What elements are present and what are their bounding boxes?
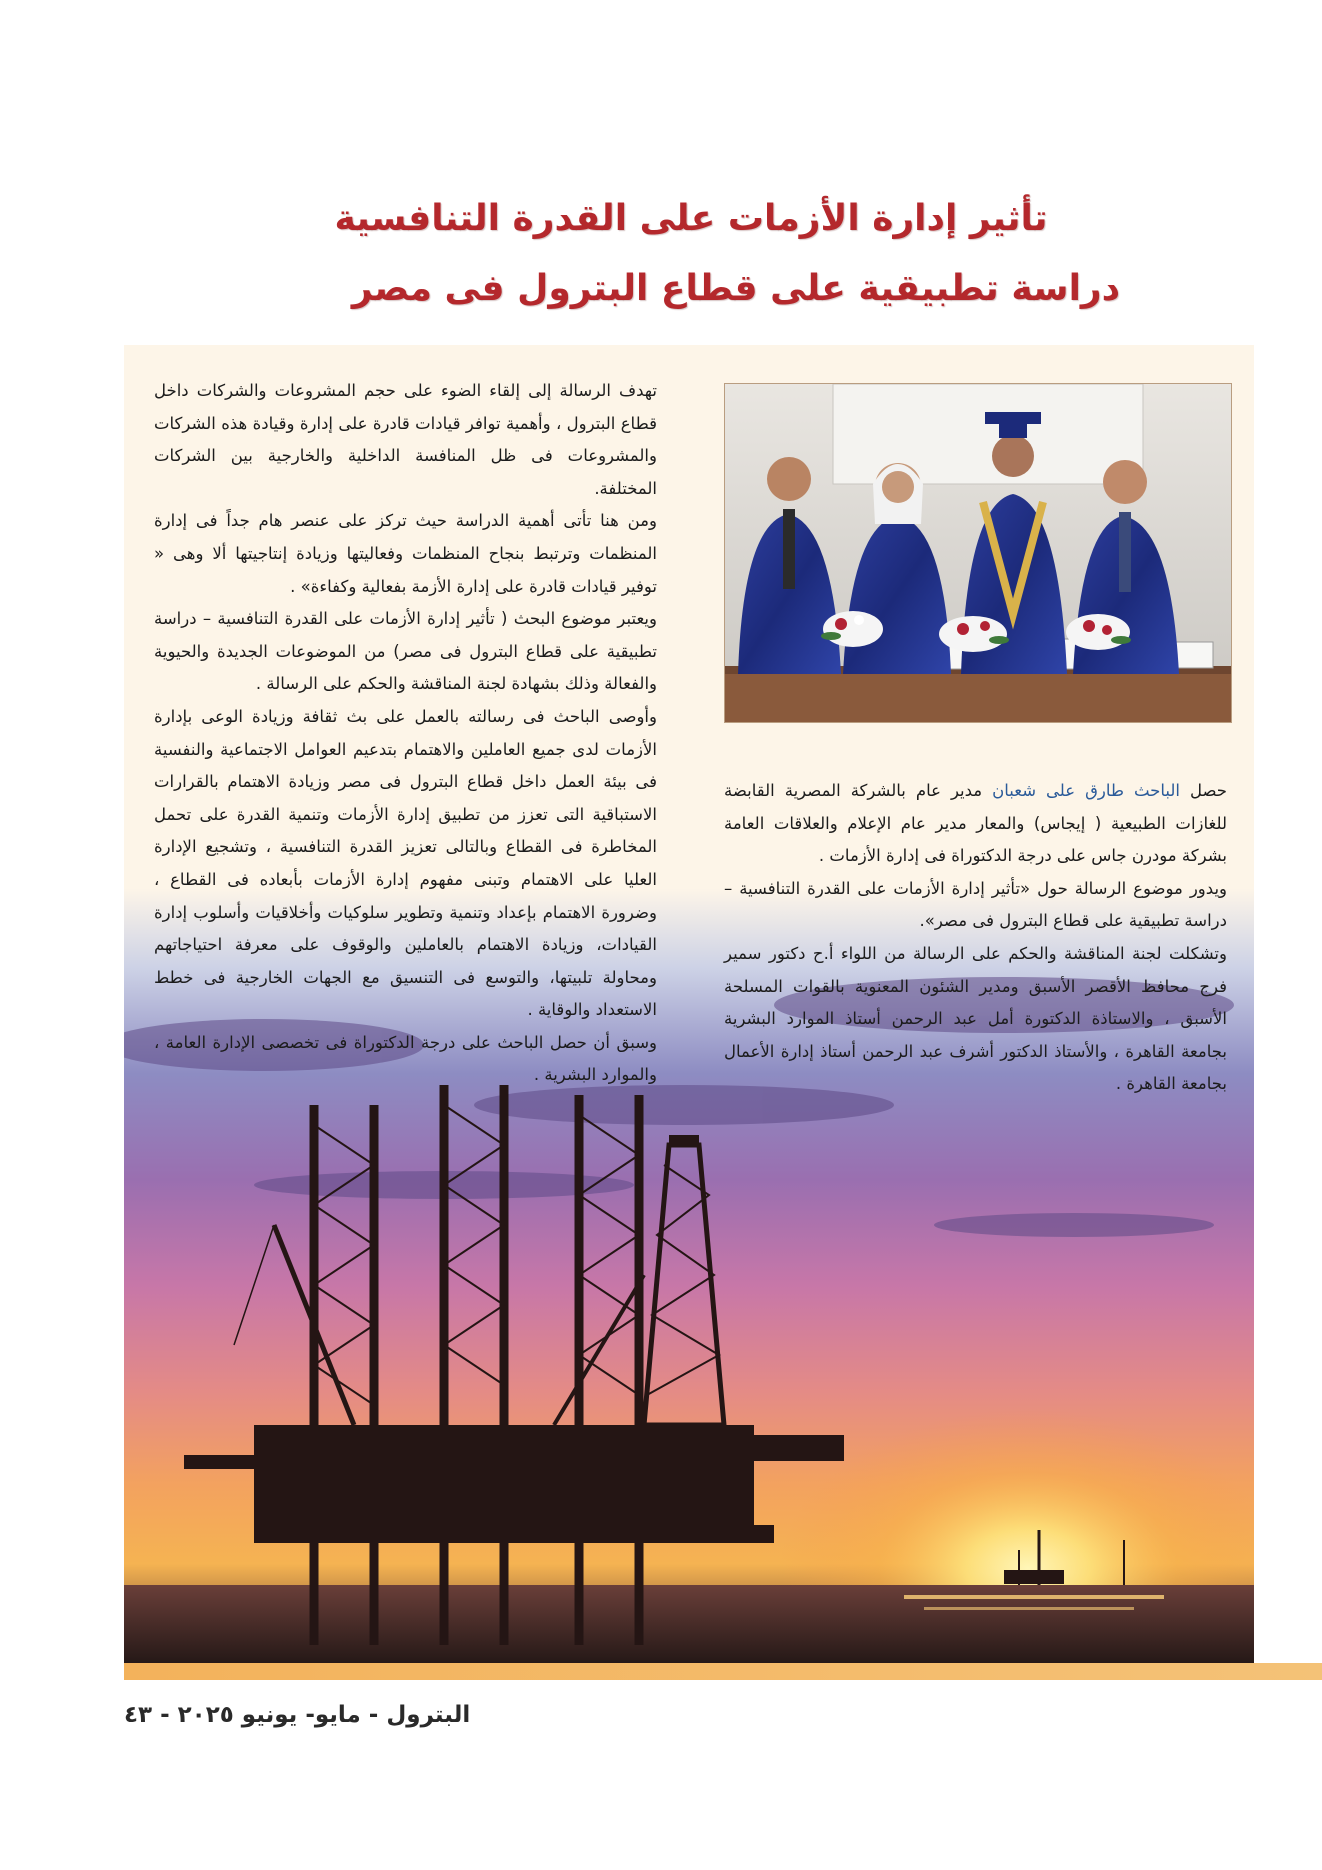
paragraph: وسبق أن حصل الباحث على درجة الدكتوراة فى تخصصى الإدارة العامة ، والموارد البشرية . [154,1032,657,1085]
article-title: تأثير إدارة الأزمات على القدرة التنافسية [334,198,1048,239]
paragraph: ومن هنا تأتى أهمية الدراسة حيث تركز على عنصر هام جداً فى إدارة المنظمات وترتبط بنجاح المنظمات وفعاليتها وزيادة إنتاجيتها ألا وهى « توفير قيادات قادرة على إدارة الأزمة بفعالية وكفاءة» . [154,511,657,596]
defense-ceremony-photo [724,383,1232,723]
right-text-column [724,775,1227,1101]
paragraph [724,775,1227,873]
page-footer: البترول - مايو- يونيو ٢٠٢٥ - ٤٣ [124,1702,471,1728]
left-text-column [154,375,657,1092]
article-subtitle: دراسة تطبيقية على قطاع البترول فى مصر [351,268,1121,309]
paragraph: وتشكلت لجنة المناقشة والحكم على الرسالة من اللواء أ.ح دكتور سمير فرج محافظ الأقصر الأسبق ومدير الشئون المعنوية بالقوات المسلحة الأسبق ، والاستاذة الدكتورة أمل عبد الرحمن أستاذ الموارد البشرية بجامعة القاهرة ، والأستاذ الدكتور أشرف عبد الرحمن أستاذ إدارة الأعمال بجامعة القاهرة . [724,943,1227,1094]
text-run: حصل [1180,781,1228,800]
researcher-name: الباحث طارق على شعبان [992,781,1181,800]
paragraph: وأوصى الباحث فى رسالته بالعمل على بث ثقافة وزيادة الوعى بإدارة الأزمات لدى جميع العاملين والاهتمام بتدعيم العوامل الاجتماعية والنفسية فى بيئة العمل داخل قطاع البترول فى مصر وزيادة الاهتمام بالقرارات الاستباقية التى تعزز من تطبيق إدارة الأزمات وتنمية القدرة على تحمل المخاطرة فى القطاع وبالتالى تعزيز القدرة التنافسية ، وتشجيع الإدارة العليا على الاهتمام وتبنى مفهوم إدارة الأزمات بأبعاده فى القطاع ، وضرورة الاهتمام بإعداد وتنمية وتطوير سلوكيات وأخلاقيات وأسلوب إدارة القيادات، وزيادة الاهتمام بالعاملين والوقوف على معرفة احتياجاتهم ومحاولة تلبيتها، والتوسع فى التنسيق مع الجهات الخارجية فى خطط الاستعداد والوقاية . [154,706,657,1020]
article-panel [124,345,1254,1670]
paragraph: ويدور موضوع الرسالة حول «تأثير إدارة الأزمات على القدرة التنافسية – دراسة تطبيقية على قطاع البترول فى مصر». [724,878,1227,931]
paragraph: تهدف الرسالة إلى إلقاء الضوء على حجم المشروعات والشركات داخل قطاع البترول ، وأهمية توافر قيادات قادرة على إدارة وقيادة هذه الشركات والمشروعات فى ظل المنافسة الداخلية والخارجية بين الشركات المختلفة. [154,381,657,498]
footer-bar [124,1663,1322,1680]
text-run: مدير عام بالشركة المصرية القابضة للغازات الطبيعية ( إيجاس) والمعار مدير عام الإعلام والعلاقات العامة بشركة مودرن جاس على درجة الدكتوراة فى إدارة الأزمات . [724,781,1227,866]
paragraph: ويعتبر موضوع البحث ( تأثير إدارة الأزمات على القدرة التنافسية – دراسة تطبيقية على قطاع البترول فى مصر) من الموضوعات الجديدة والحيوية والفعالة وذلك بشهادة لجنة المناقشة والحكم على الرسالة . [154,609,657,694]
